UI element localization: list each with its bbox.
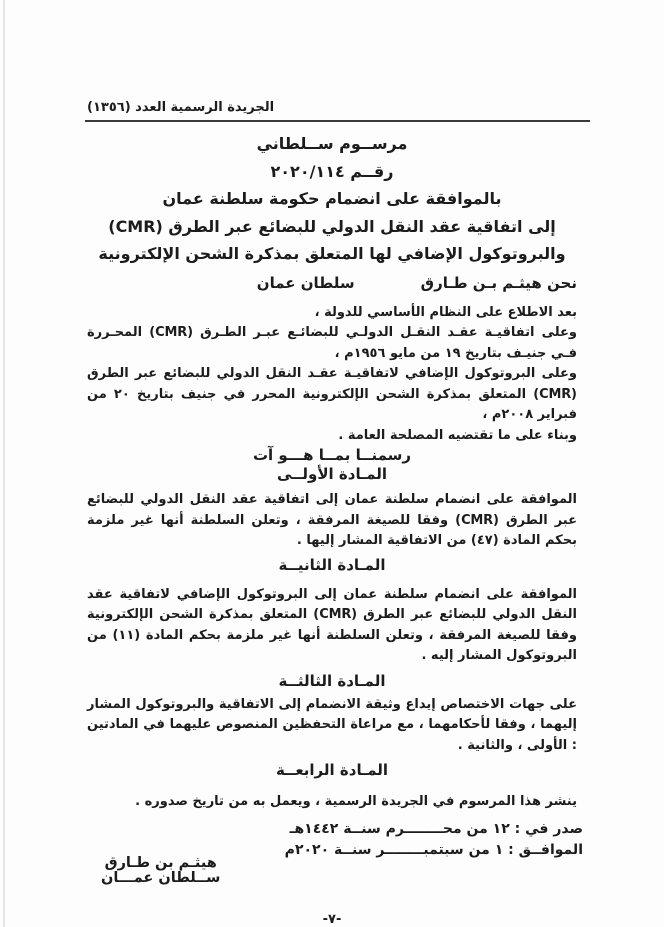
- article-3-heading: المـادة الثالثــة: [278, 671, 386, 690]
- decree-title-block: [87, 130, 577, 268]
- page-number: -٧-: [322, 911, 342, 927]
- article-4-heading: المـادة الرابعــة: [275, 761, 389, 779]
- enactment-formula: رسمنــا بمــا هـــو آت: [252, 446, 412, 464]
- article-2-heading: المـادة الثانيــة: [278, 555, 386, 574]
- whereas-clause-3: وعلى البروتوكول الإضافي لاتفاقيـة عقـد النقل الدولي للبضائع عبر الطرق (CMR) المتعلق بمذكرة الشحن الإلكترونية المحرر في جنيف بتاريخ ٢٠ من فبراير ٢٠٠٨م ،: [87, 366, 577, 422]
- article-4-body: ينشر هذا المرسوم في الجريدة الرسمية ، ويعمل به من تاريخ صدوره .: [135, 794, 577, 809]
- whereas-clause-1: بعد الاطلاع على النظام الأساسي للدولة ،: [314, 304, 577, 320]
- sultan-title: سلطان عمان: [256, 273, 355, 292]
- signature-inner: [101, 856, 220, 887]
- article-1-body: الموافقة على انضمام سلطنة عمان إلى اتفاقية عقد النقل الدولي للبضائع عبر الطرق (CMR) وفقا للصيغة المرفقة ، وتعلن السلطنة أنها غير ملزمة بحكم المادة (٤٧) من الاتفاقية المشار إليها .: [87, 492, 577, 548]
- decree-number: رقــم ٢٠٢٠/١١٤: [270, 161, 394, 181]
- whereas-clause-4: وبناء على ما تقتضيه المصلحة العامة .: [338, 427, 577, 443]
- royal-preamble: [87, 274, 577, 292]
- sultan-name: نحن هيثـم بـن طـارق: [420, 273, 577, 292]
- signature-name: هيثـم بن طـارق: [104, 854, 217, 871]
- decree-subject-line-2: إلى اتفاقية عقد النقل الدولي للبضائع عبر الطرق (CMR): [108, 216, 556, 236]
- decree-type: مرســوم ســلطاني: [256, 134, 408, 153]
- article-1-heading: المـادة الأولــى: [276, 465, 388, 483]
- whereas-clauses: [87, 303, 577, 447]
- decree-subject-line-3: والبروتوكول الإضافي لها المتعلق بمذكرة الشحن الإلكترونية: [98, 244, 566, 263]
- issuance-date-gregorian: الموافــق : ١ من سبتمبــــــــر سنــة ٢٠٢٠م: [284, 842, 583, 858]
- gazette-header: الجريدة الرسمية العدد (١٣٥٦): [87, 100, 275, 115]
- signature-title: ســلطان عمـــان: [101, 870, 221, 886]
- issuance-date-hijri: صدر في : ١٢ من محــــــــرم سنــة ١٤٤٢هـ: [289, 820, 583, 837]
- whereas-clause-2: وعلى اتفاقيـة عقـد النقـل الدولـي للبضائـع عبـر الطـرق (CMR) المحـررة فـي جنيـف بتاريخ ١٩ من مايو ١٩٥٦م ،: [87, 325, 577, 361]
- decree-subject-line-1: بالموافقة على انضمام حكومة سلطنة عمان: [162, 189, 502, 208]
- article-3-body: على جهات الاختصاص إيداع وثيقة الانضمام إلى الاتفاقية والبروتوكول المشار إليهما ، وفقا لأحكامهما ، مع مراعاة التحفظين المنصوص عليهما في المادتين : الأولى ، والثانية .: [87, 696, 577, 753]
- header-divider: [85, 120, 590, 122]
- scan-edge: [3, 0, 5, 927]
- article-2-body: الموافقة على انضمام سلطنة عمان إلى البروتوكول الإضافي لاتفاقية عقد النقل الدولي للبضائع عبر الطرق (CMR) المتعلق بمذكرة الشحن الإلكترونية وفقا للصيغة المرفقة ، وتعلن السلطنة أنها غير ملزمة بحكم المادة (١١) من البروتوكول المشار إليه .: [87, 586, 577, 663]
